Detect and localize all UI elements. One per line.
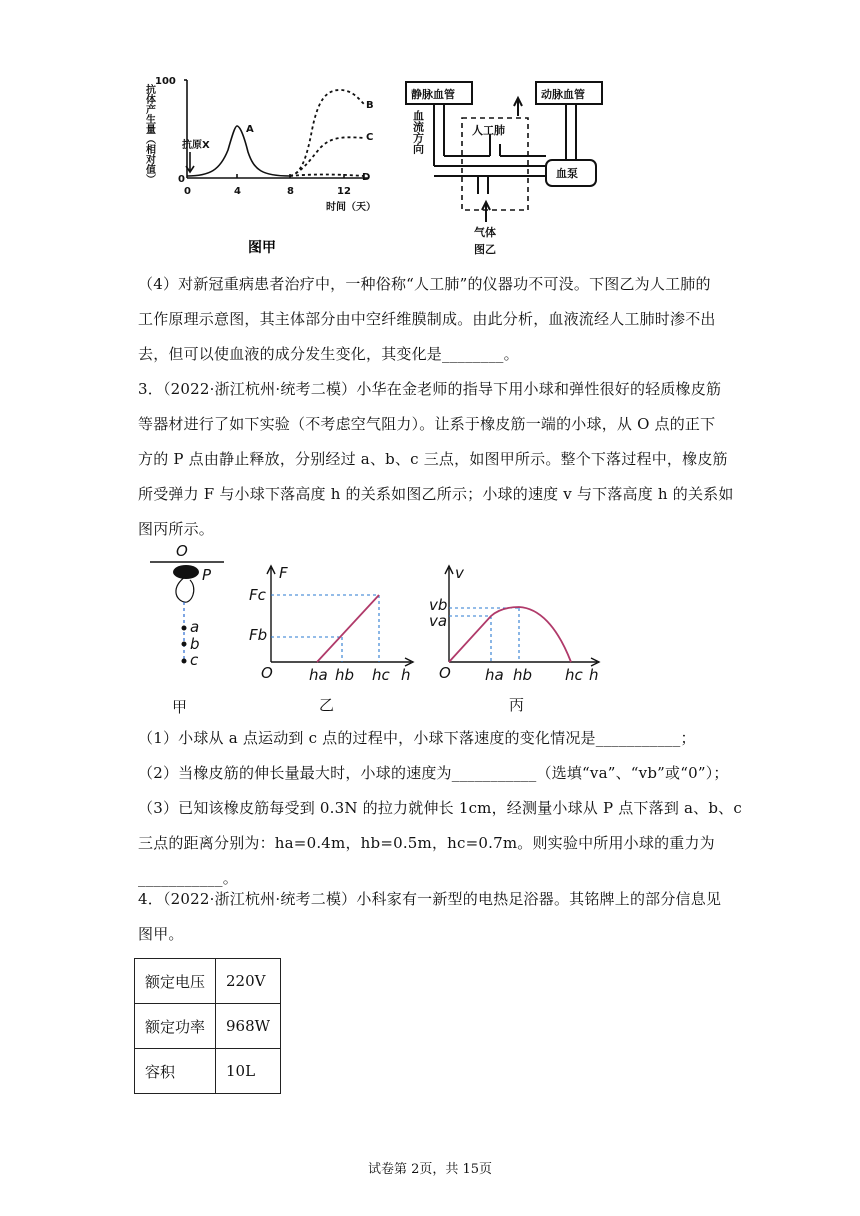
axis-h2: h bbox=[589, 666, 599, 684]
lung-label: 人工肺 bbox=[472, 124, 505, 137]
label-hb: hb bbox=[335, 666, 355, 684]
table-cell-value: 220V bbox=[216, 959, 281, 1004]
x-tick-8: 8 bbox=[287, 186, 294, 197]
x-tick-4: 4 bbox=[234, 186, 241, 197]
q4-line-2: 图甲。 bbox=[138, 925, 184, 943]
label-fb: Fb bbox=[249, 626, 268, 644]
q3-line-4: 所受弹力 F 与小球下落高度 h 的关系如图乙所示；小球的速度 v 与下落高度 h 的关系如 bbox=[138, 485, 734, 503]
figure-antibody-chart bbox=[140, 70, 390, 265]
x-tick-12: 12 bbox=[337, 186, 351, 197]
label-o2: O bbox=[261, 664, 273, 682]
figure-force-height bbox=[245, 560, 420, 720]
ball-p bbox=[173, 565, 199, 579]
axis-f: F bbox=[279, 564, 288, 582]
flow-direction-label: 血流方向 bbox=[411, 110, 425, 154]
velocity-curve bbox=[449, 607, 571, 662]
table-row bbox=[135, 1004, 281, 1049]
label-fc: Fc bbox=[249, 586, 266, 604]
figure-caption-yi: 图乙 bbox=[474, 243, 496, 256]
table-cell-value: 10L bbox=[216, 1049, 281, 1094]
q3-sub-1: （1）小球从 a 点运动到 c 点的过程中，小球下落速度的变化情况是___________； bbox=[138, 729, 696, 747]
curve-b bbox=[290, 90, 364, 176]
q3-sub-2: （2）当橡皮筋的伸长量最大时，小球的速度为___________（选填“va”、“vb”或“0”）； bbox=[138, 764, 729, 782]
x-tick-0: 0 bbox=[184, 186, 191, 197]
page-footer: 试卷第 2页，共 15页 bbox=[367, 1162, 493, 1177]
label-c: C bbox=[366, 132, 374, 143]
table-cell-value: 968W bbox=[216, 1004, 281, 1049]
nameplate-table bbox=[134, 958, 281, 1094]
axis-v: v bbox=[455, 564, 464, 582]
label-o3: O bbox=[439, 664, 451, 682]
y-zero-label: 0 bbox=[178, 174, 185, 185]
figure-velocity-height bbox=[425, 560, 605, 720]
label-b: B bbox=[366, 100, 374, 111]
label-o: O bbox=[176, 542, 188, 560]
label-c: c bbox=[190, 651, 199, 669]
curve-d bbox=[290, 175, 364, 177]
caption-bing: 丙 bbox=[509, 696, 525, 714]
q3-line-1: 3．（2022·浙江杭州·统考二模）小华在金老师的指导下用小球和弹性很好的轻质橡皮筋 bbox=[138, 380, 722, 398]
figure-artificial-lung bbox=[400, 72, 630, 262]
axis-h: h bbox=[401, 666, 411, 684]
q4-line-1: 4．（2022·浙江杭州·统考二模）小科家有一新型的电热足浴器。其铭牌上的部分信息见 bbox=[138, 890, 722, 908]
label-ha2: ha bbox=[485, 666, 504, 684]
figure-ball-setup bbox=[140, 540, 230, 720]
label-p: P bbox=[202, 566, 212, 584]
force-line bbox=[317, 595, 379, 662]
label-va: va bbox=[429, 612, 448, 630]
q2-4-line-3: 去，但可以使血液的成分发生变化，其变化是________。 bbox=[138, 345, 519, 363]
artery-label: 动脉血管 bbox=[541, 88, 585, 101]
label-ha: ha bbox=[309, 666, 328, 684]
vein-label: 静脉血管 bbox=[411, 88, 455, 101]
q2-4-line-2: 工作原理示意图，其主体部分由中空纤维膜制成。由此分析，血液流经人工肺时渗不出 bbox=[138, 310, 716, 328]
table-cell-name: 额定电压 bbox=[135, 959, 216, 1004]
label-d: D bbox=[362, 172, 371, 183]
curve-a bbox=[187, 126, 290, 176]
label-hc: hc bbox=[372, 666, 390, 684]
table-cell-name: 额定功率 bbox=[135, 1004, 216, 1049]
pump-label: 血泵 bbox=[556, 167, 578, 180]
q3-line-5: 图丙所示。 bbox=[138, 520, 215, 538]
label-vb: vb bbox=[429, 596, 448, 614]
label-a: a bbox=[190, 618, 200, 636]
y-axis-label: 抗体产生量（相对值） bbox=[143, 84, 155, 184]
label-a: A bbox=[246, 124, 254, 135]
q2-4-line-1: （4）对新冠重病患者治疗中，一种俗称“人工肺”的仪器功不可没。下图乙为人工肺的 bbox=[138, 275, 711, 293]
caption-jia: 甲 bbox=[172, 698, 188, 716]
q3-line-2: 等器材进行了如下实验（不考虑空气阻力）。让系于橡皮筋一端的小球，从 O 点的正下 bbox=[138, 415, 716, 433]
table-cell-name: 容积 bbox=[135, 1049, 216, 1094]
antigen-label: 抗原X bbox=[182, 140, 210, 151]
q3-sub-3-line-2: 三点的距离分别为：ha=0.4m，hb=0.5m，hc=0.7m。则实验中所用小球的重力为 bbox=[138, 834, 715, 852]
q3-sub-3-line-3: ___________。 bbox=[138, 869, 238, 887]
table-row bbox=[135, 959, 281, 1004]
q3-line-3: 方的 P 点由静止释放，分别经过 a、b、c 三点，如图甲所示。整个下落过程中，橡皮筋 bbox=[138, 450, 728, 468]
q3-sub-3-line-1: （3）已知该橡皮筋每受到 0.3N 的拉力就伸长 1cm，经测量小球从 P 点下落到 a、b、c bbox=[138, 799, 742, 817]
gas-label: 气体 bbox=[474, 226, 496, 239]
label-hb2: hb bbox=[513, 666, 533, 684]
y-max-label: 100 bbox=[155, 76, 176, 87]
curve-c bbox=[290, 137, 364, 176]
x-axis-label: 时间（天） bbox=[326, 202, 376, 213]
label-b: b bbox=[190, 635, 200, 653]
caption-yi: 乙 bbox=[319, 696, 335, 714]
label-hc2: hc bbox=[565, 666, 583, 684]
figure-caption-jia: 图甲 bbox=[248, 240, 276, 256]
table-row bbox=[135, 1049, 281, 1094]
